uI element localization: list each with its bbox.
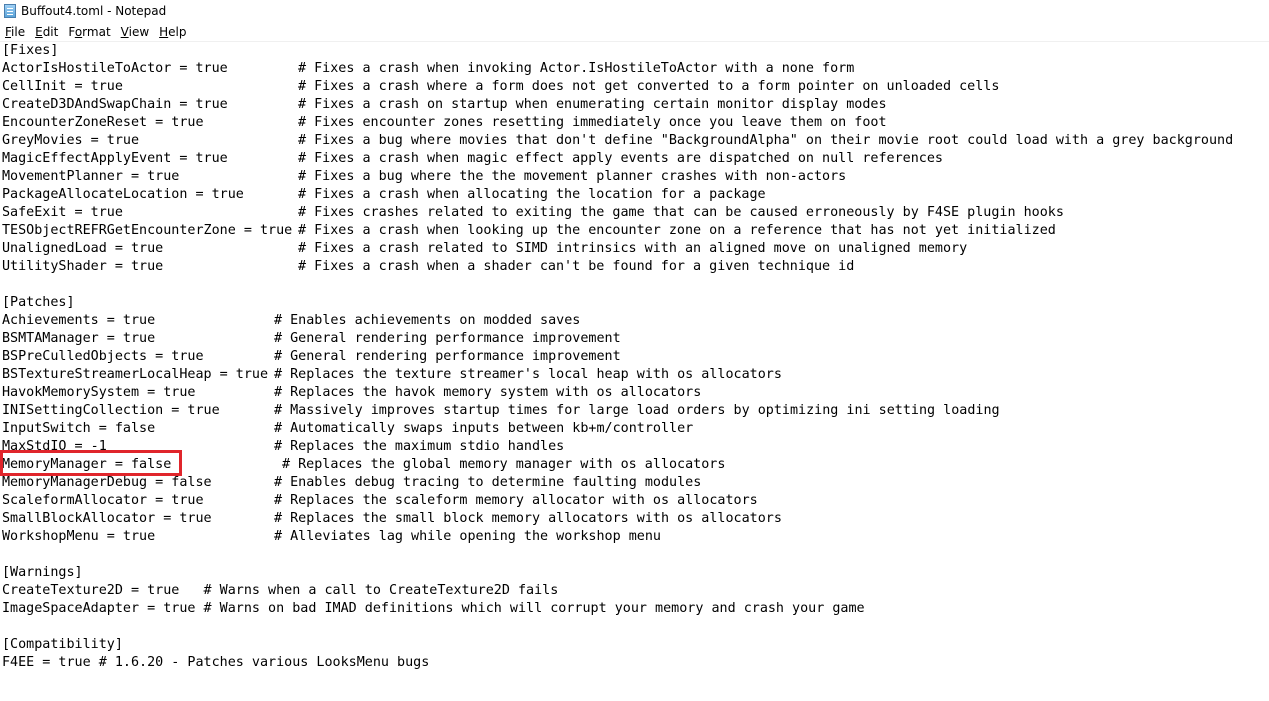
line-setting: UnalignedLoad = true <box>2 241 164 256</box>
line-comment: # Replaces the havok memory system with os allocators <box>274 385 702 400</box>
line-comment: # Fixes crashes related to exiting the game that can be caused erroneously by F4SE plugin hooks <box>298 205 1064 220</box>
text-line <box>2 42 58 60</box>
line-setting: MaxStdIO = -1 <box>2 439 107 454</box>
line-comment: # Massively improves startup times for large load orders by optimizing ini setting loading <box>274 403 1000 418</box>
line-setting: ActorIsHostileToActor = true <box>2 61 228 76</box>
text-line <box>2 114 887 132</box>
text-line <box>2 492 758 510</box>
line-comment: # Enables debug tracing to determine faulting modules <box>274 475 702 490</box>
text-line <box>2 132 1234 150</box>
line-setting: TESObjectREFRGetEncounterZone = true <box>2 223 293 238</box>
text-line <box>2 384 702 402</box>
line-setting: [Warnings] <box>2 565 83 580</box>
line-setting: CellInit = true <box>2 79 123 94</box>
text-line <box>2 330 621 348</box>
line-comment: # Replaces the maximum stdio handles <box>274 439 565 454</box>
line-setting: BSPreCulledObjects = true <box>2 349 204 364</box>
line-setting: ScaleformAllocator = true <box>2 493 204 508</box>
line-comment: # Fixes a crash related to SIMD intrinsics with an aligned move on unaligned memory <box>298 241 968 256</box>
text-line <box>2 510 782 528</box>
notepad-icon <box>4 4 16 18</box>
line-comment: # Fixes a crash when a shader can't be found for a given technique id <box>298 259 855 274</box>
line-comment: # Alleviates lag while opening the workshop menu <box>274 529 661 544</box>
text-line <box>2 654 429 672</box>
text-line <box>2 420 694 438</box>
text-line <box>2 600 865 618</box>
text-line <box>2 168 847 186</box>
line-setting: [Compatibility] <box>2 637 123 652</box>
text-line <box>2 582 558 600</box>
text-line <box>2 294 75 312</box>
line-comment: # Replaces the global memory manager with os allocators <box>282 457 726 472</box>
line-setting: GreyMovies = true <box>2 133 140 148</box>
line-setting: MemoryManager = false <box>2 457 172 472</box>
line-setting: CreateTexture2D = true # Warns when a call to CreateTexture2D fails <box>2 583 559 598</box>
text-line <box>2 240 968 258</box>
line-setting: MemoryManagerDebug = false <box>2 475 212 490</box>
line-setting: Achievements = true <box>2 313 156 328</box>
text-line <box>2 222 1056 240</box>
text-line <box>2 186 766 204</box>
text-line <box>2 150 943 168</box>
line-comment: # Fixes a crash on startup when enumerating certain monitor display modes <box>298 97 887 112</box>
line-setting: ImageSpaceAdapter = true # Warns on bad IMAD definitions which will corrupt your memory and crash your game <box>2 601 865 616</box>
line-setting: [Fixes] <box>2 43 59 58</box>
line-setting: BSMTAManager = true <box>2 331 156 346</box>
line-comment: # Fixes a crash when allocating the location for a package <box>298 187 766 202</box>
text-editor[interactable] <box>0 42 1269 701</box>
line-comment: # General rendering performance improvement <box>274 349 621 364</box>
text-line <box>2 528 661 546</box>
line-setting: UtilityShader = true <box>2 259 164 274</box>
line-setting: EncounterZoneReset = true <box>2 115 204 130</box>
line-comment: # Automatically swaps inputs between kb+m/controller <box>274 421 694 436</box>
line-comment: # Enables achievements on modded saves <box>274 313 581 328</box>
menu-edit[interactable]: Edit <box>35 24 59 39</box>
line-setting: HavokMemorySystem = true <box>2 385 196 400</box>
line-setting: PackageAllocateLocation = true <box>2 187 244 202</box>
line-setting: CreateD3DAndSwapChain = true <box>2 97 228 112</box>
text-line <box>2 636 123 654</box>
line-comment: # Fixes a bug where the the movement planner crashes with non-actors <box>298 169 847 184</box>
line-comment: # Replaces the scaleform memory allocator with os allocators <box>274 493 758 508</box>
text-line <box>2 438 565 456</box>
line-setting: F4EE = true # 1.6.20 - Patches various LooksMenu bugs <box>2 655 430 670</box>
line-setting: BSTextureStreamerLocalHeap = true <box>2 367 269 382</box>
line-setting: SmallBlockAllocator = true <box>2 511 212 526</box>
line-comment: # Fixes a crash when looking up the encounter zone on a reference that has not yet initialized <box>298 223 1056 238</box>
line-setting: INISettingCollection = true <box>2 403 220 418</box>
menu-bar <box>0 22 1269 42</box>
line-setting: InputSwitch = false <box>2 421 156 436</box>
line-setting: MagicEffectApplyEvent = true <box>2 151 228 166</box>
line-setting: [Patches] <box>2 295 75 310</box>
text-line <box>2 60 855 78</box>
line-comment: # Fixes a crash when magic effect apply events are dispatched on null references <box>298 151 943 166</box>
text-line <box>2 366 782 384</box>
text-line <box>2 474 702 492</box>
line-comment: # Replaces the texture streamer's local heap with os allocators <box>274 367 782 382</box>
line-setting: MovementPlanner = true <box>2 169 180 184</box>
text-line <box>2 564 83 582</box>
line-comment: # Fixes a bug where movies that don't define "BackgroundAlpha" on their movie root could load with a grey background <box>298 133 1234 148</box>
text-line <box>2 96 887 114</box>
text-line <box>2 78 1000 96</box>
line-comment: # General rendering performance improvement <box>274 331 621 346</box>
line-comment: # Fixes a crash when invoking Actor.IsHostileToActor with a none form <box>298 61 855 76</box>
text-line <box>2 204 1064 222</box>
text-line <box>2 348 621 366</box>
line-comment: # Fixes encounter zones resetting immediately once you leave them on foot <box>298 115 887 130</box>
menu-format[interactable]: Format <box>68 24 111 39</box>
line-setting: WorkshopMenu = true <box>2 529 156 544</box>
menu-help[interactable]: Help <box>159 24 187 39</box>
line-comment: # Fixes a crash where a form does not get converted to a form pointer on unloaded cells <box>298 79 1000 94</box>
text-line <box>2 402 1000 420</box>
text-line <box>2 456 726 474</box>
menu-view[interactable]: View <box>120 24 150 39</box>
text-line <box>2 258 855 276</box>
text-line <box>2 312 581 330</box>
line-comment: # Replaces the small block memory allocators with os allocators <box>274 511 782 526</box>
window-title: Buffout4.toml - Notepad <box>21 4 167 18</box>
line-setting: SafeExit = true <box>2 205 123 220</box>
title-bar <box>0 0 1269 22</box>
menu-file[interactable]: File <box>5 24 26 39</box>
